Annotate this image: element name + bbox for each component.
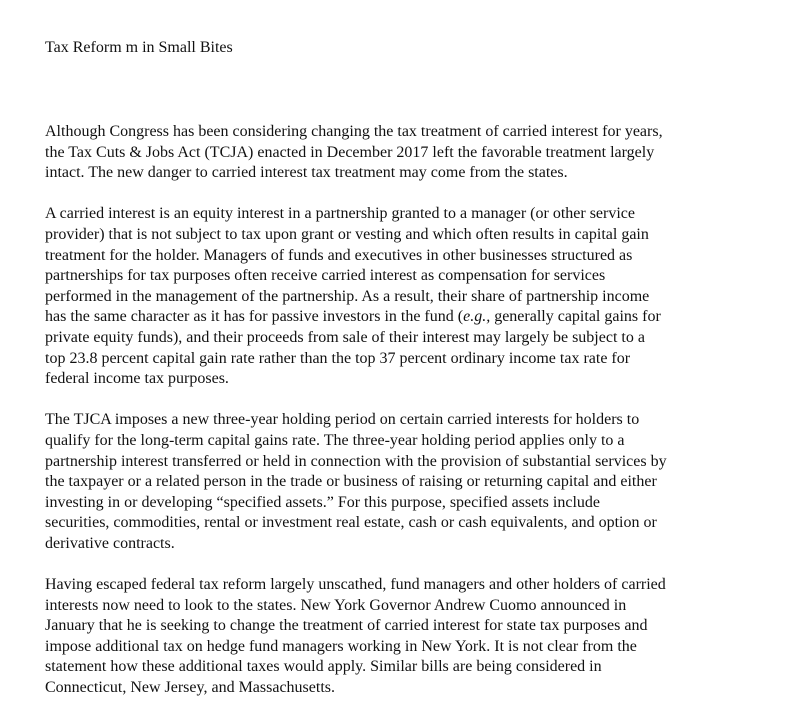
paragraph-line: Connecticut, New Jersey, and Massachusetts.	[45, 679, 335, 697]
paragraph-line: the Tax Cuts & Jobs Act (TCJA) enacted in December 2017 left the favorable treatment largely	[45, 143, 655, 161]
paragraph-line: interests now need to look to the states. New York Governor Andrew Cuomo announced in	[45, 596, 627, 614]
paragraph-line: securities, commodities, rental or investment real estate, cash or cash equivalents, and option or	[45, 514, 657, 532]
paragraph-line: top 23.8 percent capital gain rate rather than the top 37 percent ordinary income tax rate for	[45, 349, 631, 367]
document-page	[45, 38, 775, 719]
emphasis-eg: e.g.,	[463, 308, 491, 326]
document-title: Tax Reform m in Small Bites	[45, 39, 233, 56]
paragraph-line-with-emphasis	[45, 307, 775, 328]
paragraph-line: partnership interest transferred or held in connection with the provision of substantial services by	[45, 452, 667, 470]
line-text: has the same character as it has for passive investors in the fund (	[45, 308, 464, 326]
paragraph-line: treatment for the holder. Managers of funds and executives in other businesses structured as	[45, 246, 633, 264]
line-text: generally capital gains for	[490, 308, 661, 326]
paragraph-line: intact. The new danger to carried interest tax treatment may come from the states.	[45, 164, 568, 182]
paragraph-line: performed in the management of the partnership. As a result, their share of partnership income	[45, 287, 650, 305]
paragraph-line: federal income tax purposes.	[45, 370, 229, 388]
paragraph-line: Although Congress has been considering changing the tax treatment of carried interest for years,	[45, 123, 663, 140]
paragraph-line: partnerships for tax purposes often receive carried interest as compensation for services	[45, 267, 606, 285]
paragraph-line: investing in or developing “specified assets.” For this purpose, specified assets include	[45, 493, 600, 511]
paragraph-line: January that he is seeking to change the treatment of carried interest for state tax purposes and	[45, 617, 648, 635]
paragraph-1	[45, 122, 775, 184]
paragraph-2	[45, 204, 775, 389]
paragraph-4	[45, 575, 775, 699]
paragraph-line: derivative contracts.	[45, 534, 175, 552]
paragraph-line: qualify for the long-term capital gains rate. The three-year holding period applies only to a	[45, 431, 625, 449]
paragraph-3	[45, 410, 775, 554]
paragraph-line: statement how these additional taxes would apply. Similar bills are being considered in	[45, 658, 602, 676]
paragraph-line: impose additional tax on hedge fund managers working in New York. It is not clear from the	[45, 637, 637, 655]
document-body	[45, 122, 775, 699]
paragraph-line: private equity funds), and their proceeds from sale of their interest may largely be subject to a	[45, 328, 645, 346]
paragraph-line: The TJCA imposes a new three-year holding period on certain carried interests for holders to	[45, 411, 640, 429]
paragraph-line: A carried interest is an equity interest in a partnership granted to a manager (or other service	[45, 205, 635, 223]
paragraph-line: Having escaped federal tax reform largely unscathed, fund managers and other holders of carried	[45, 576, 666, 594]
paragraph-line: provider) that is not subject to tax upon grant or vesting and which often results in capital gain	[45, 225, 649, 243]
paragraph-line: the taxpayer or a related person in the trade or business of raising or returning capital and either	[45, 473, 657, 491]
